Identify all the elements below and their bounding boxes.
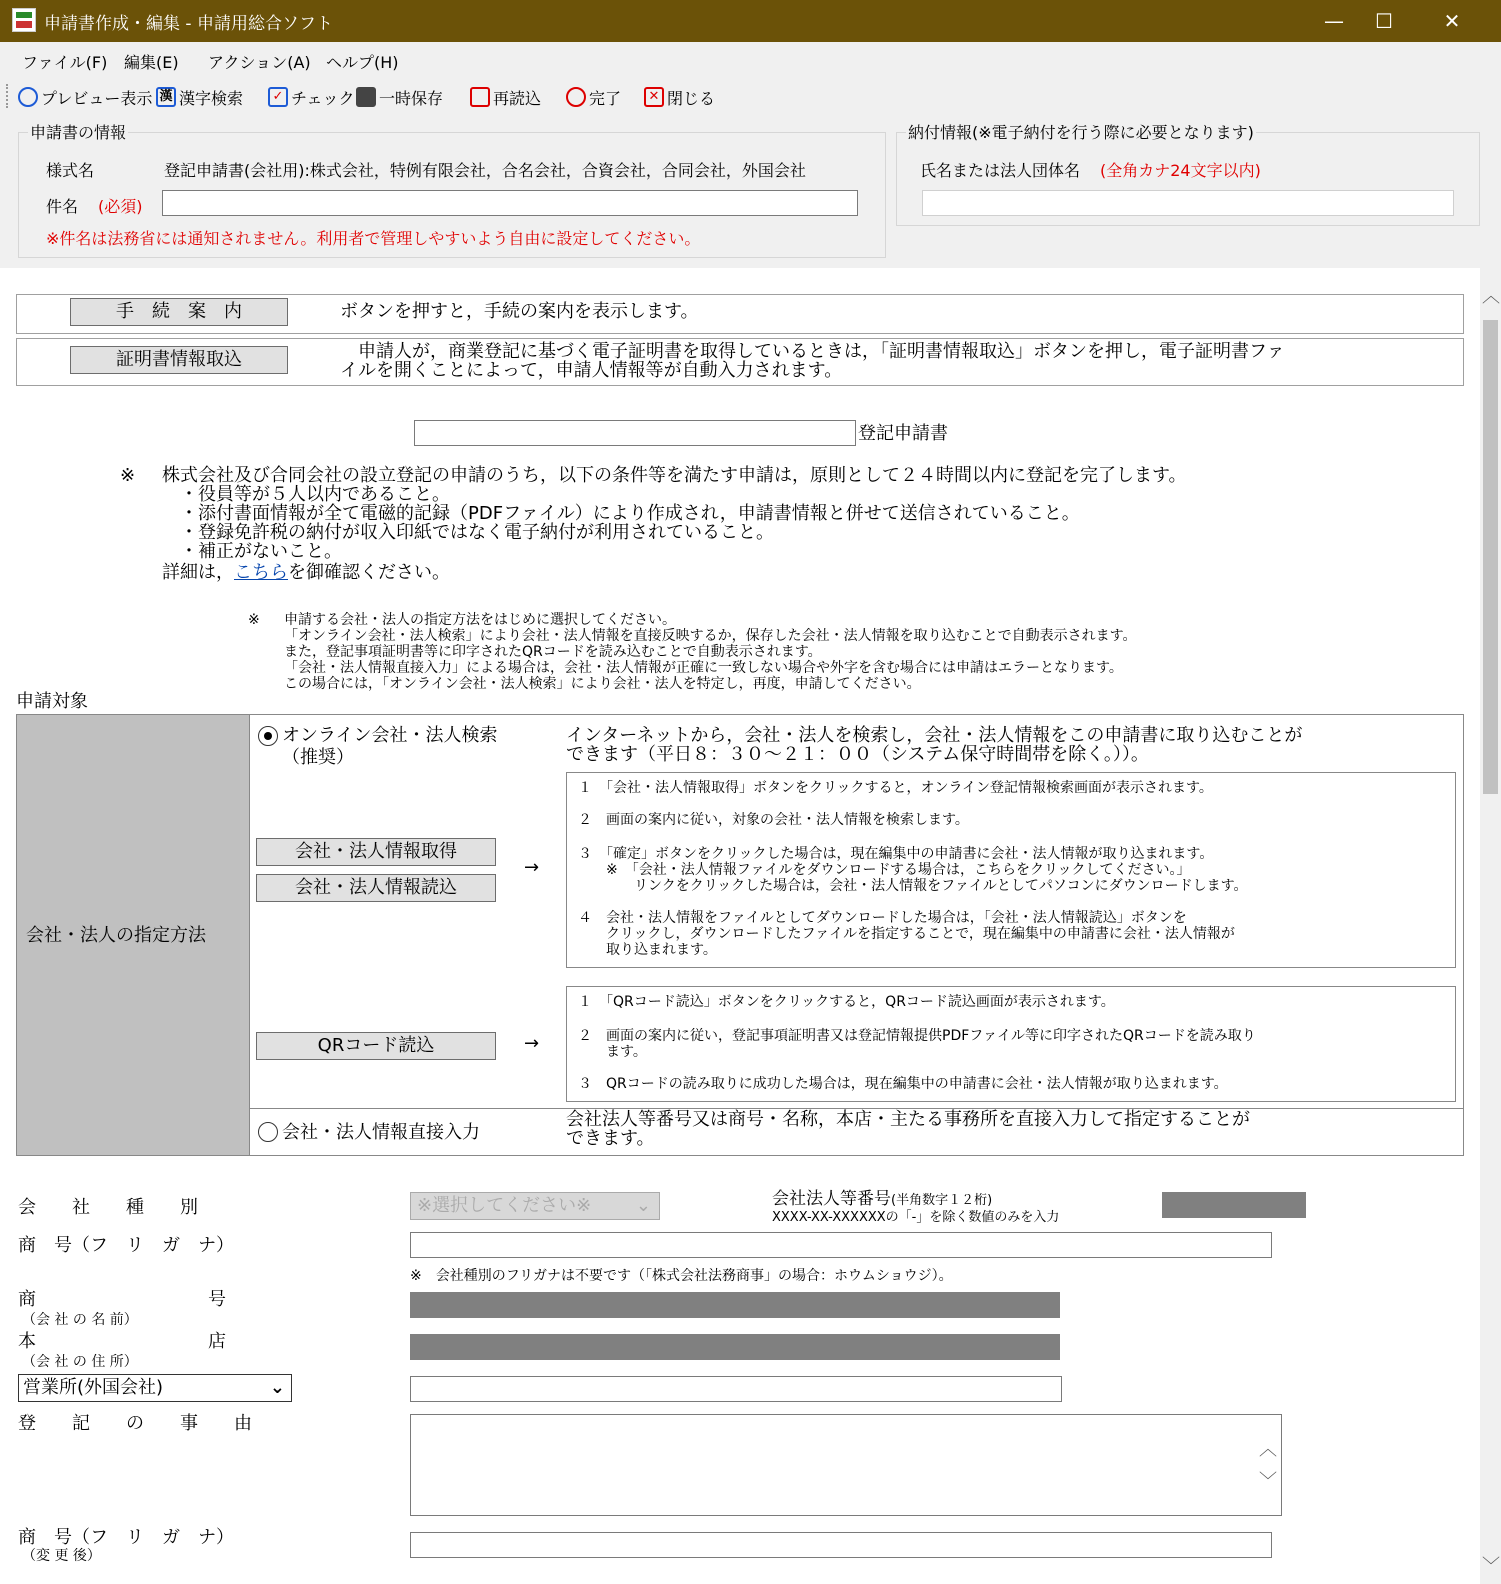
- online-search-recommended: （推奨）: [282, 747, 354, 768]
- corp-no-label: [772, 1190, 992, 1210]
- direct-desc-2: できます。: [566, 1128, 655, 1149]
- head-office-label-b: 店: [208, 1331, 226, 1352]
- step1-4a: クリックし，ダウンロードしたファイルを指定することで，現在編集中の申請書に会社・法人情報が: [578, 926, 1235, 942]
- corp-no-hint-2: XXXX-XX-XXXXXXの「-」を除く数値のみを入力: [772, 1210, 1060, 1225]
- online-search-radio[interactable]: [258, 726, 278, 746]
- subject-label: 件名: [46, 197, 79, 216]
- vertical-scrollbar[interactable]: [1480, 268, 1501, 1584]
- online-desc-1: インターネットから，会社・法人を検索し，会社・法人情報をこの申請書に取り込むことが: [566, 725, 1303, 746]
- notice2-mark: ※: [248, 612, 260, 628]
- kana-input[interactable]: [410, 1232, 1272, 1258]
- notice2-line-5: この場合には，「オンライン会社・法人検索」により会社・法人を特定し，再度，申請してください。: [284, 676, 921, 692]
- notice-line-5: ・補正がないこと。: [162, 541, 342, 562]
- notice2-line-3: また，登記事項証明書等に印字されたQRコードを読み込むことで自動表示されます。: [284, 644, 822, 660]
- notice2-line-2: 「オンライン会社・法人検索」により会社・法人情報を直接反映するか，保存した会社・法人情報を取り込むことで自動表示されます。: [284, 628, 1137, 644]
- payer-name-input[interactable]: [922, 190, 1454, 216]
- done-icon: [566, 87, 586, 107]
- applicant-legend: 申請書の情報: [28, 120, 128, 143]
- cell-divider: [249, 715, 250, 1155]
- notice-line-1: 株式会社及び合同会社の設立登記の申請のうち，以下の条件等を満たす申請は，原則として２４時間以内に登記を完了します。: [162, 465, 1187, 486]
- preview-icon: [18, 87, 38, 107]
- check-icon: ✓: [268, 87, 288, 107]
- content-area: [0, 268, 1480, 1584]
- step2-3: ３ QRコードの読み取りに成功した場合は，現在編集中の申請書に会社・法人情報が取り込まれます。: [578, 1076, 1228, 1092]
- reason-label: 登 記 の 事 由: [18, 1413, 252, 1434]
- close-form-label: 閉じる: [667, 88, 716, 108]
- direct-input-label: 会社・法人情報直接入力: [282, 1122, 480, 1143]
- scroll-down-icon[interactable]: ﹀: [1482, 1556, 1500, 1577]
- online-search-label: オンライン会社・法人検索: [282, 725, 498, 746]
- corp-no-label-text: 会社法人等番号: [772, 1189, 891, 1209]
- direct-desc-1: 会社法人等番号又は商号・名称，本店・主たる事務所を直接入力して指定することが: [566, 1109, 1250, 1130]
- office-type-chevron-icon: ⌄: [269, 1377, 285, 1398]
- office-type-select-value: 営業所(外国会社): [23, 1377, 164, 1398]
- maximize-button[interactable]: ☐: [1375, 9, 1393, 33]
- detail-link[interactable]: こちら: [234, 562, 288, 583]
- step2-2a: ます。: [578, 1044, 647, 1060]
- kana-label: 商 号（フ リ ガ ナ）: [18, 1235, 234, 1256]
- cert-text-1: 申請人が，商業登記に基づく電子証明書を取得しているときは，「証明書情報取込」ボタンを押し，電子証明書ファ: [340, 341, 1285, 362]
- menu-edit[interactable]: 編集(E): [124, 53, 179, 72]
- office-input[interactable]: [410, 1376, 1062, 1402]
- check-button[interactable]: [268, 84, 355, 110]
- check-label: チェック: [291, 88, 355, 108]
- done-label: 完了: [589, 88, 622, 108]
- arrow-1: →: [524, 857, 540, 878]
- required-mark: (必須): [98, 197, 143, 216]
- subject-note: ※件名は法務省には通知されません。利用者で管理しやすいよう自由に設定してください。: [46, 229, 701, 248]
- textarea-scroll-up-icon[interactable]: ︿: [1259, 1439, 1277, 1460]
- company-type-select-value: ※選択してください※: [417, 1195, 592, 1216]
- office-type-select[interactable]: [18, 1374, 292, 1402]
- step1-3a: ※ 「会社・法人情報ファイルをダウンロードする場合は，こちらをクリックしてください。」: [578, 862, 1191, 878]
- cert-import-button[interactable]: 証明書情報取込: [70, 346, 288, 374]
- reload-icon: [470, 87, 490, 107]
- kanji-search-button[interactable]: [156, 84, 243, 110]
- company-type-label: 会 社 種 別: [18, 1197, 198, 1218]
- qr-read-button[interactable]: QRコード読込: [256, 1032, 496, 1060]
- close-form-icon: ✕: [644, 87, 664, 107]
- toolbar-grip: [6, 84, 9, 108]
- notice-line-4: ・登録免許税の納付が収入印紙ではなく電子納付が利用されていること。: [162, 522, 774, 543]
- menu-help[interactable]: ヘルプ(H): [326, 53, 399, 72]
- step1-2: ２ 画面の案内に従い，対象の会社・法人情報を検索します。: [578, 812, 969, 828]
- title-bar: [0, 0, 1501, 42]
- window-title: 申請書作成・編集 - 申請用総合ソフト: [44, 14, 333, 34]
- arrow-2: →: [524, 1033, 540, 1054]
- get-corp-info-button[interactable]: 会社・法人情報取得: [256, 838, 496, 866]
- step2-2: ２ 画面の案内に従い，登記事項証明書又は登記情報提供PDFファイル等に印字されたQRコードを読み取り: [578, 1028, 1256, 1044]
- menu-action[interactable]: アクション(A): [208, 53, 311, 72]
- trade-name-input[interactable]: [410, 1292, 1060, 1318]
- payment-legend: 納付情報(※電子納付を行う際に必要となります): [906, 120, 1256, 143]
- info-area: [0, 116, 1501, 268]
- detail-post: を御確認ください。: [288, 562, 450, 583]
- save-button[interactable]: [356, 84, 443, 110]
- trade-name-label-b: 号: [208, 1289, 226, 1310]
- save-icon: [356, 87, 376, 107]
- reload-button[interactable]: [470, 84, 541, 110]
- payer-name-label: 氏名または法人団体名: [920, 161, 1081, 180]
- cert-text-2: イルを開くことによって，申請人情報等が自動入力されます。: [340, 360, 843, 381]
- done-button[interactable]: [566, 84, 621, 110]
- step1-3b: リンクをクリックした場合は，会社・法人情報をファイルとしてパソコンにダウンロードします。: [578, 878, 1248, 894]
- app-icon: [12, 8, 36, 32]
- head-office-sub: （会 社 の 住 所）: [22, 1354, 138, 1370]
- form-name-label: 様式名: [46, 161, 95, 180]
- kana-after-input[interactable]: [410, 1532, 1272, 1558]
- notice2-line-1: 申請する会社・法人の指定方法をはじめに選択してください。: [284, 612, 676, 628]
- save-label: 一時保存: [379, 88, 444, 108]
- reason-textarea[interactable]: [410, 1414, 1282, 1516]
- direct-input-radio[interactable]: [258, 1122, 278, 1142]
- load-corp-info-button[interactable]: 会社・法人情報読込: [256, 874, 496, 902]
- company-type-chevron-icon: ⌄: [635, 1195, 651, 1216]
- menu-file[interactable]: ファイル(F): [22, 53, 108, 72]
- head-office-input[interactable]: [410, 1334, 1060, 1360]
- corp-no-hint: (半角数字１２桁): [891, 1193, 993, 1208]
- trade-name-label-a: 商: [18, 1289, 36, 1310]
- menu-bar: [0, 42, 1501, 76]
- company-type-select[interactable]: [410, 1192, 660, 1220]
- doc-title-input[interactable]: [414, 420, 856, 446]
- kana-after-sub: （変 更 後）: [22, 1548, 101, 1564]
- step1-4: ４ 会社・法人情報をファイルとしてダウンロードした場合は，「会社・法人情報読込」ボタンを: [578, 910, 1187, 926]
- target-heading: 申請対象: [16, 691, 88, 712]
- notice-detail: [162, 563, 450, 582]
- minimize-button[interactable]: —: [1324, 9, 1344, 33]
- kanji-icon: 漢: [156, 87, 176, 107]
- form-name-value: 登記申請書(会社用):株式会社，特例有限会社，合名会社，合資会社，合同会社，外国会社: [164, 161, 806, 180]
- textarea-scroll-down-icon[interactable]: ﹀: [1259, 1471, 1277, 1492]
- notice-line-2: ・役員等が５人以内であること。: [162, 484, 450, 505]
- close-button[interactable]: ✕: [1443, 9, 1461, 33]
- online-desc-2: できます（平日８：３０～２１：００（システム保守時間帯を除く。））。: [566, 744, 1149, 765]
- doc-title-label: 登記申請書: [858, 423, 948, 444]
- notice2-line-4: 「会社・法人情報直接入力」による場合は，会社・法人情報が正確に一致しない場合や外字を含む場合には申請はエラーとなります。: [284, 660, 1123, 676]
- guide-button[interactable]: 手 続 案 内: [70, 298, 288, 326]
- kanji-label: 漢字検索: [179, 88, 244, 108]
- notice-line-3: ・添付書面情報が全て電磁的記録（PDFファイル）により作成され，申請書情報と併せて送信されていること。: [162, 503, 1080, 524]
- kana-after-label: 商 号（フ リ ガ ナ）: [18, 1527, 234, 1548]
- detail-pre: 詳細は，: [162, 562, 234, 583]
- corp-no-input[interactable]: [1162, 1192, 1306, 1218]
- step1-1: １ 「会社・法人情報取得」ボタンをクリックすると，オンライン登記情報検索画面が表示されます。: [578, 780, 1213, 796]
- toolbar: [0, 76, 1501, 116]
- preview-label: プレビュー表示: [41, 88, 153, 108]
- preview-button[interactable]: [18, 84, 152, 110]
- reload-label: 再読込: [493, 88, 542, 108]
- subject-input[interactable]: [162, 190, 858, 216]
- notice-mark: ※: [120, 465, 136, 486]
- step1-4b: 取り込まれます。: [578, 942, 717, 958]
- trade-name-sub: （会 社 の 名 前）: [22, 1312, 138, 1328]
- scroll-up-icon[interactable]: ︿: [1482, 286, 1500, 307]
- scroll-thumb[interactable]: [1483, 320, 1498, 794]
- guide-text: ボタンを押すと，手続の案内を表示します。: [340, 301, 699, 322]
- payer-name-hint: (全角カナ24文字以内): [1100, 161, 1261, 180]
- kana-note: ※ 会社種別のフリガナは不要です（「株式会社法務商事」の場合：ホウムショウジ）。: [410, 1268, 953, 1284]
- method-label: 会社・法人の指定方法: [26, 925, 206, 946]
- close-form-button[interactable]: [644, 84, 715, 110]
- step2-1: １ 「QRコード読込」ボタンをクリックすると，QRコード読込画面が表示されます。: [578, 994, 1115, 1010]
- head-office-label-a: 本: [18, 1331, 36, 1352]
- step1-3: ３ 「確定」ボタンをクリックした場合は，現在編集中の申請書に会社・法人情報が取り込まれます。: [578, 846, 1214, 862]
